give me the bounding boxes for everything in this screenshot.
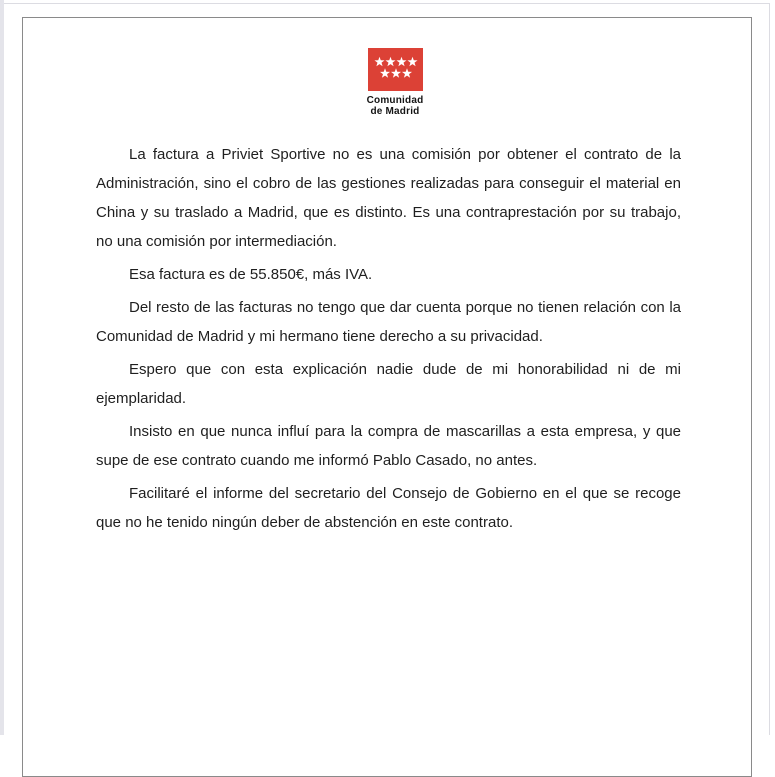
document-paragraph: Del resto de las facturas no tengo que dar cuenta porque no tienen relación con la Comunidad de Madrid y mi hermano tiene derecho a su privacidad. (96, 299, 681, 345)
document-paragraph: Espero que con esta explicación nadie dude de mi honorabilidad ni de mi ejemplaridad. (96, 361, 681, 407)
logo-wordmark-line2: de Madrid (370, 106, 420, 117)
comunidad-de-madrid-logo (31, 48, 759, 117)
document-paragraph: La factura a Priviet Sportive no es una comisión por obtener el contrato de la Administración, sino el cobro de las gestiones realizadas para conseguir el material en China y su traslado a Madrid, que es distinto. Es una contraprestación por su trabajo, no una comisión por intermediación. (96, 146, 681, 250)
document-page (22, 17, 752, 777)
document-paragraph: Facilitaré el informe del secretario del Consejo de Gobierno en el que se recoge que no he tenido ningún deber de abstención en este contrato. (96, 485, 681, 531)
logo-wordmark-line1: Comunidad (366, 95, 424, 106)
left-edge-strip (0, 0, 4, 735)
document-paragraph: Esa factura es de 55.850€, más IVA. (129, 266, 373, 283)
logo-wordmark (367, 95, 424, 117)
document-paragraph: Insisto en que nunca influí para la compra de mascarillas a esta empresa, y que supe de ese contrato cuando me informó Pablo Casado, no antes. (96, 423, 681, 469)
document-body (23, 140, 751, 537)
frame-line-top (4, 3, 770, 4)
madrid-flag-icon (368, 48, 423, 91)
frame-line-right (769, 3, 770, 735)
